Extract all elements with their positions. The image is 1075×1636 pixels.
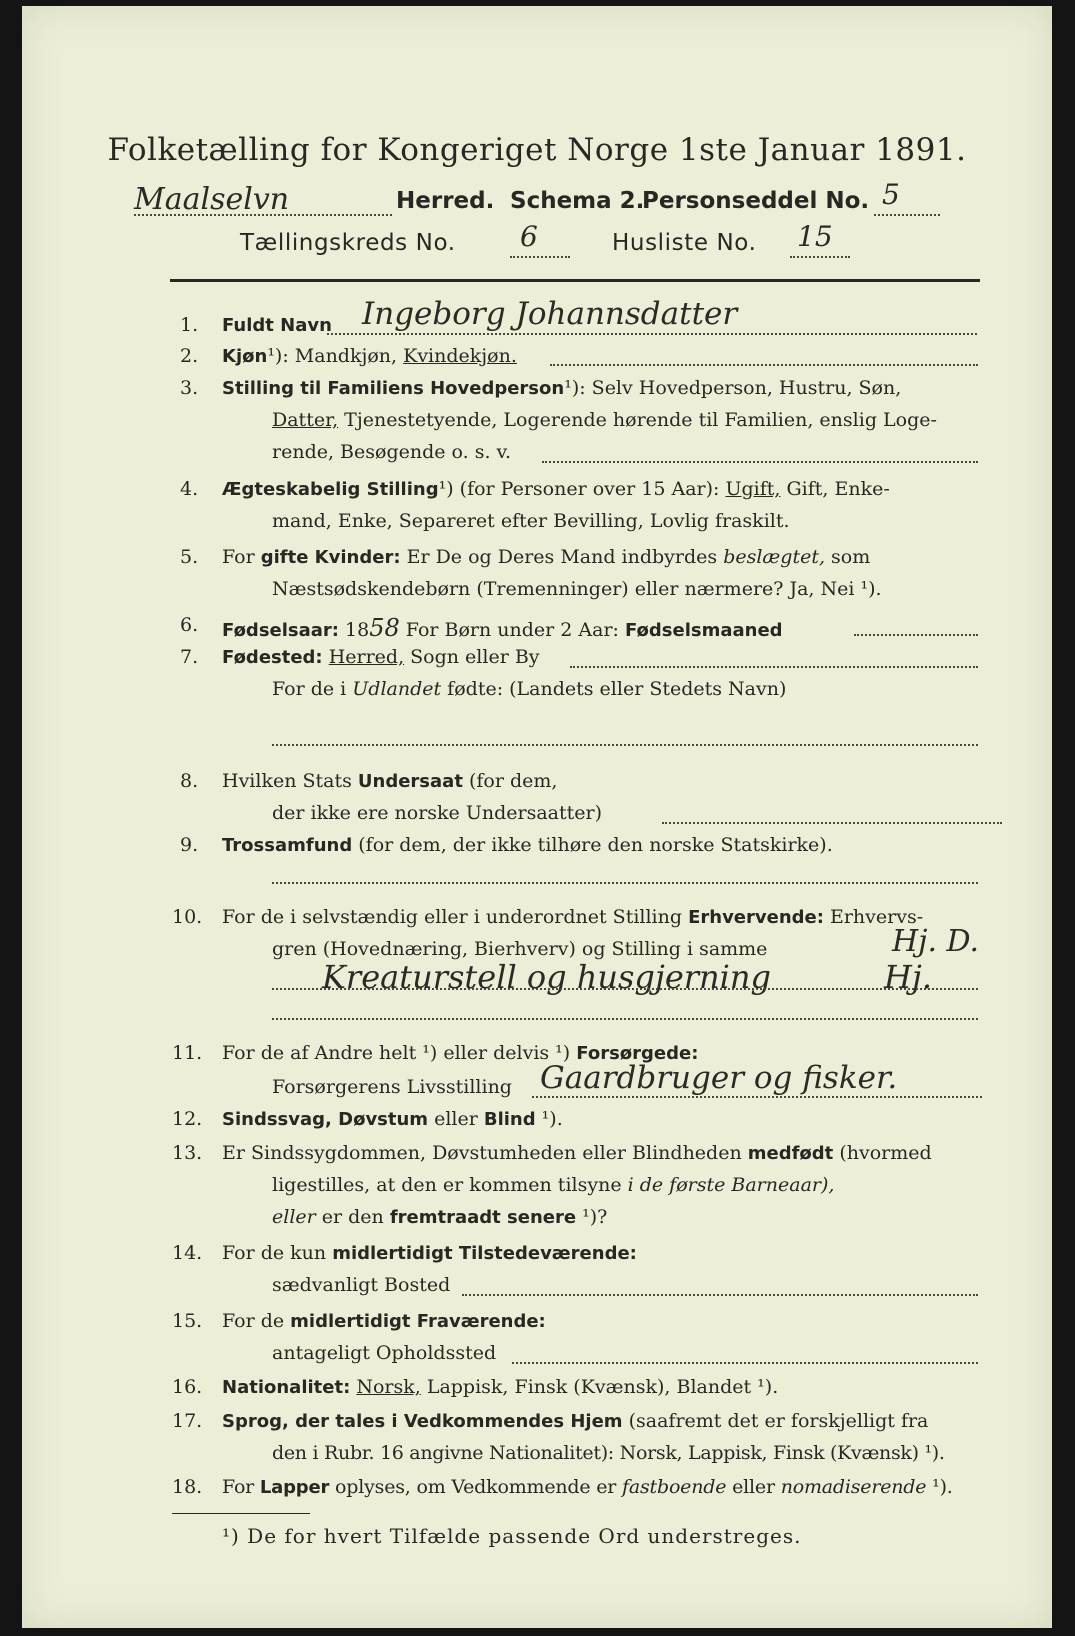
item-5-line1 xyxy=(222,546,870,568)
personseddel-dotted-line xyxy=(874,214,940,216)
form-title: Folketælling for Kongeriget Norge 1ste Januar 1891. xyxy=(107,132,967,168)
item-18-italic2: nomadiserende xyxy=(780,1476,927,1498)
item-14-pre: For de kun xyxy=(222,1242,333,1264)
item-11-pre: For de af Andre helt ¹) eller delvis ¹) xyxy=(222,1042,577,1064)
item-7-underlined: Herred, xyxy=(328,646,405,668)
item-18-text: oplyses, om Vedkommende er xyxy=(329,1476,623,1498)
item-11-answer: Gaardbruger og fisker. xyxy=(540,1060,898,1096)
item-10-pre: For de i selvstændig eller i underordnet Stilling xyxy=(222,906,689,928)
item-7-line2 xyxy=(272,678,786,700)
item-1-answer: Ingeborg Johannsdatter xyxy=(362,296,738,332)
husliste-label: Husliste No. xyxy=(612,230,757,256)
item-8-dotted-line xyxy=(662,822,1002,824)
footnote: ¹) De for hvert Tilfælde passende Ord understreges. xyxy=(222,1524,802,1548)
item-11-line2: Forsørgerens Livsstilling xyxy=(272,1076,512,1098)
item-number: 12. xyxy=(172,1108,203,1130)
item-12-line xyxy=(222,1108,563,1130)
item-1-label xyxy=(222,314,332,336)
item-18-pre: For xyxy=(222,1476,260,1498)
item-5-pre: For xyxy=(222,546,261,568)
item-3-underlined: Datter, xyxy=(272,409,339,431)
item-16-text: Lappisk, Finsk (Kvænsk), Blandet ¹). xyxy=(420,1376,779,1398)
item-15-line1 xyxy=(222,1310,546,1332)
item-9-line xyxy=(222,834,833,856)
item-3-line2 xyxy=(272,409,937,431)
item-10-text: Erhvervs- xyxy=(823,906,924,928)
item-number: 1. xyxy=(180,314,199,336)
item-16-underlined: Norsk, xyxy=(356,1376,421,1398)
item-10-line1 xyxy=(222,906,923,928)
item-number: 11. xyxy=(172,1042,203,1064)
item-5-text: Er De og Deres Mand indbyrdes xyxy=(400,546,724,568)
item-4-underlined: Ugift, xyxy=(725,478,781,500)
item-3-bold: Stilling til Familiens Hovedperson xyxy=(222,378,565,399)
item-5-bold: gifte Kvinder: xyxy=(260,547,401,568)
item-number: 6. xyxy=(180,614,199,636)
item-10-answer: Kreaturstell og husgjerning xyxy=(322,958,771,996)
item-3-line2-text: Tjenestetyende, Logerende hørende til Familien, enslig Loge- xyxy=(338,409,937,431)
item-3-dotted-line xyxy=(542,461,978,463)
item-number: 2. xyxy=(180,345,199,367)
item-16-line xyxy=(222,1376,778,1398)
item-6-prefix: 18 xyxy=(339,619,370,641)
taellingskreds-label: Tællingskreds No. xyxy=(240,230,456,256)
item-10-answer-code-2: Hj. xyxy=(884,958,932,996)
census-form-page xyxy=(22,6,1052,1628)
item-13-line3-italic: eller xyxy=(272,1206,316,1228)
item-6-dotted-line xyxy=(854,634,978,636)
item-2-bold: Kjøn xyxy=(222,346,268,367)
item-17-line2: den i Rubr. 16 angivne Nationalitet): Norsk, Lappisk, Finsk (Kvænsk) ¹). xyxy=(272,1442,945,1464)
item-13-line3-bold: fremtraadt senere xyxy=(389,1207,577,1228)
item-10-bold: Erhvervende: xyxy=(688,907,824,928)
item-7-line2-italic: Udlandet xyxy=(352,678,442,700)
item-16-bold: Nationalitet: xyxy=(222,1377,351,1398)
item-number: 17. xyxy=(172,1410,203,1432)
item-17-bold: Sprog, der tales i Vedkommendes Hjem xyxy=(222,1411,623,1432)
item-9-dotted-line xyxy=(272,882,978,884)
item-15-dotted-line xyxy=(512,1362,978,1364)
item-7-line2-text: fødte: (Landets eller Stedets Navn) xyxy=(441,678,787,700)
item-8-line2: der ikke ere norske Undersaatter) xyxy=(272,802,602,824)
item-6-bold: Fødselsaar: xyxy=(222,620,339,641)
item-6-bold2: Fødselsmaaned xyxy=(624,620,783,641)
husliste-number: 15 xyxy=(797,220,833,253)
item-8-line1 xyxy=(222,770,557,792)
item-4-bold: Ægteskabelig Stilling xyxy=(222,479,439,500)
item-4-text-after: Gift, Enke- xyxy=(780,478,890,500)
item-9-text: (for dem, der ikke tilhøre den norske Statskirke). xyxy=(352,834,833,856)
item-4-line1 xyxy=(222,478,890,500)
item-2-text xyxy=(222,345,517,367)
item-6-text: For Børn under 2 Aar: xyxy=(399,619,625,641)
item-5-italic: beslægtet, xyxy=(723,546,826,568)
item-number: 15. xyxy=(172,1310,203,1332)
item-7-dotted-line-2 xyxy=(272,744,978,746)
item-8-pre: Hvilken Stats xyxy=(222,770,358,792)
item-12-after: ¹). xyxy=(535,1108,563,1130)
item-6-line xyxy=(222,614,783,642)
item-13-line2-pre: ligestilles, at den er kommen tilsyne xyxy=(272,1174,628,1196)
item-13-line2-italic: i de første Barneaar), xyxy=(627,1174,835,1196)
item-7-dotted-line xyxy=(570,666,978,668)
item-8-text: (for dem, xyxy=(462,770,558,792)
herred-dotted-line xyxy=(134,214,392,216)
item-13-line3-text: ¹)? xyxy=(576,1206,608,1228)
item-number: 4. xyxy=(180,478,199,500)
item-18-after: eller xyxy=(726,1476,781,1498)
item-14-line2: sædvanligt Bosted xyxy=(272,1274,451,1296)
item-3-line1 xyxy=(222,377,901,399)
item-13-bold: medfødt xyxy=(747,1143,834,1164)
item-number: 9. xyxy=(180,834,199,856)
item-13-pre: Er Sindssygdommen, Døvstumheden eller Blindheden xyxy=(222,1142,748,1164)
item-18-italic: fastboende xyxy=(622,1476,727,1498)
item-number: 16. xyxy=(172,1376,203,1398)
item-5-line2: Næstsødskendebørn (Tremenninger) eller nærmere? Ja, Nei ¹). xyxy=(272,578,882,600)
item-14-dotted-line xyxy=(462,1294,978,1296)
item-15-pre: For de xyxy=(222,1310,291,1332)
item-2-options: ¹): Mandkjøn, xyxy=(267,345,404,367)
item-2-dotted-line xyxy=(550,364,978,366)
item-number: 18. xyxy=(172,1476,203,1498)
item-number: 13. xyxy=(172,1142,203,1164)
item-13-line3 xyxy=(272,1206,607,1228)
item-7-bold: Fødested: xyxy=(222,647,323,668)
item-10-dotted-line xyxy=(272,988,978,990)
item-13-line3-pre: er den xyxy=(315,1206,390,1228)
herred-label: Herred. xyxy=(396,188,495,214)
item-15-bold: midlertidigt Fraværende: xyxy=(290,1311,546,1332)
item-7-text: Sogn eller By xyxy=(404,646,540,668)
item-9-bold: Trossamfund xyxy=(222,835,353,856)
item-1-bold: Fuldt Navn xyxy=(222,315,332,336)
item-6-answer: 58 xyxy=(369,614,400,642)
item-18-end: ¹). xyxy=(926,1476,953,1498)
item-11-dotted-line xyxy=(532,1096,982,1098)
item-15-line2: antageligt Opholdssted xyxy=(272,1342,497,1364)
husliste-dotted-line xyxy=(790,256,850,258)
item-12-bold2: Blind xyxy=(483,1109,536,1130)
item-17-text: (saafremt det er forskjelligt fra xyxy=(622,1410,929,1432)
item-number: 5. xyxy=(180,546,199,568)
item-13-text: (hvormed xyxy=(833,1142,932,1164)
item-number: 3. xyxy=(180,377,199,399)
item-14-bold: midlertidigt Tilstedeværende: xyxy=(332,1243,637,1264)
item-11-bold: Forsørgede: xyxy=(576,1043,699,1064)
item-13-line2 xyxy=(272,1174,834,1196)
item-4-line2: mand, Enke, Separeret efter Bevilling, Lovlig fraskilt. xyxy=(272,510,790,532)
taellingskreds-dotted-line xyxy=(510,256,570,258)
item-7-line2-pre: For de i xyxy=(272,678,353,700)
item-18-line xyxy=(222,1476,953,1498)
header-rule xyxy=(170,279,980,282)
personseddel-label: Personseddel No. xyxy=(642,188,870,214)
item-7-line1 xyxy=(222,646,540,668)
item-17-line1 xyxy=(222,1410,928,1432)
item-2-underlined: Kvindekjøn. xyxy=(403,345,517,367)
footnote-rule xyxy=(172,1513,310,1514)
item-1-dotted-line xyxy=(327,333,977,335)
item-14-line1 xyxy=(222,1242,637,1264)
item-12-bold: Sindssvag, Døvstum xyxy=(222,1109,429,1130)
item-13-line1 xyxy=(222,1142,932,1164)
schema-label: Schema 2. xyxy=(510,188,645,214)
item-10-answer-code: Hj. D. xyxy=(892,924,980,959)
item-8-bold: Undersaat xyxy=(357,771,463,792)
item-3-line3: rende, Besøgende o. s. v. xyxy=(272,441,512,463)
personseddel-number: 5 xyxy=(882,178,900,211)
item-number: 7. xyxy=(180,646,199,668)
item-10-line2: gren (Hovednæring, Bierhverv) og Stilling i samme xyxy=(272,938,768,960)
item-number: 8. xyxy=(180,770,199,792)
item-12-text: eller xyxy=(428,1108,484,1130)
item-5-after: som xyxy=(825,546,871,568)
herred-handwritten: Maalselvn xyxy=(134,182,290,217)
item-4-text: ¹) (for Personer over 15 Aar): xyxy=(438,478,726,500)
item-10-dotted-line-2 xyxy=(272,1018,978,1020)
item-18-bold: Lapper xyxy=(259,1477,330,1498)
taellingskreds-number: 6 xyxy=(520,220,538,253)
item-3-options: ¹): Selv Hovedperson, Hustru, Søn, xyxy=(564,377,902,399)
item-number: 10. xyxy=(172,906,203,928)
item-number: 14. xyxy=(172,1242,203,1264)
